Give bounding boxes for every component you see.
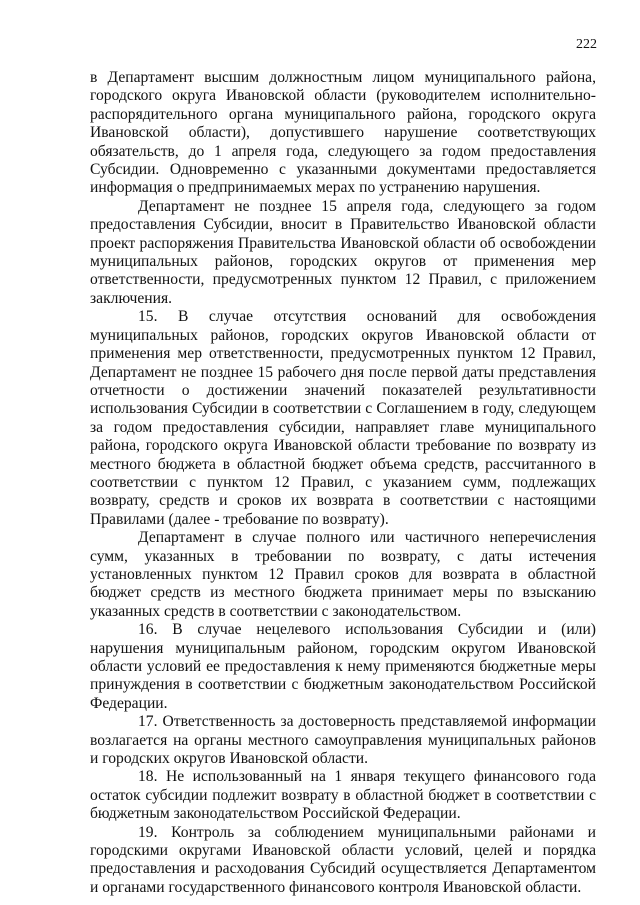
paragraph-item-17: 17. Ответственность за достоверность представляемой информации возлагается на органы местного самоуправления муниципальных районов и городских округов Ивановской области. (90, 713, 596, 768)
paragraph-department-deadline: Департамент не позднее 15 апреля года, следующего за годом предоставления Субсидии, вносит в Правительство Ивановской области проект распоряжения Правительства Ивановской области об освобождении муниципальных районов, городских округов от применения мер ответственности, предусмотренных пунктом 12 Правил, с приложением заключения. (90, 197, 596, 307)
paragraph-continuation: в Департамент высшим должностным лицом муниципального района, городского округа Ивановской области (руководителем исполнительно-распорядительного органа муниципального района, городского округа Ивановской области), допустившего нарушение соответствующих обязательств, до 1 апреля года, следующего за годом предоставления Субсидии. Одновременно с указанными документами предоставляется информация о предпринимаемых мерах по устранению нарушения. (90, 69, 596, 197)
paragraph-item-19: 19. Контроль за соблюдением муниципальными районами и городскими округами Ивановской области условий, целей и порядка предоставления и расходования Субсидий осуществляется Департаментом и органами государственного финансового контроля Ивановской области. (90, 823, 596, 896)
document-body (90, 69, 596, 897)
page-number: 222 (576, 37, 597, 52)
paragraph-item-15: 15. В случае отсутствия оснований для освобождения муниципальных районов, городских округов Ивановской области от применения мер ответственности, предусмотренных пунктом 12 Правил, Департамент не позднее 15 рабочего дня после первой даты представления отчетности о достижении значений показателей результативности использования Субсидии в соответствии с Соглашением в году, следующем за годом предоставления субсидии, направляет главе муниципального района, городского округа Ивановской области требование по возврату из местного бюджета в областной бюджет объема средств, рассчитанного в соответствии с пунктом 12 Правил, с указанием сумм, подлежащих возврату, средств и сроков их возврата в соответствии с настоящими Правилами (далее - требование по возврату). (90, 308, 596, 528)
paragraph-item-18: 18. Не использованный на 1 января текущего финансового года остаток субсидии подлежит возврату в областной бюджет в соответствии с бюджетным законодательством Российской Федерации. (90, 768, 596, 823)
paragraph-recovery-measures: Департамент в случае полного или частичного неперечисления сумм, указанных в требовании по возврату, с даты истечения установленных пунктом 12 Правил сроков для возврата в областной бюджет средств из местного бюджета принимает меры по взысканию указанных средств в соответствии с законодательством. (90, 529, 596, 620)
paragraph-item-16: 16. В случае нецелевого использования Субсидии и (или) нарушения муниципальным районом, городским округом Ивановской области условий ее предоставления к нему применяются бюджетные меры принуждения в соответствии с бюджетным законодательством Российской Федерации. (90, 621, 596, 712)
